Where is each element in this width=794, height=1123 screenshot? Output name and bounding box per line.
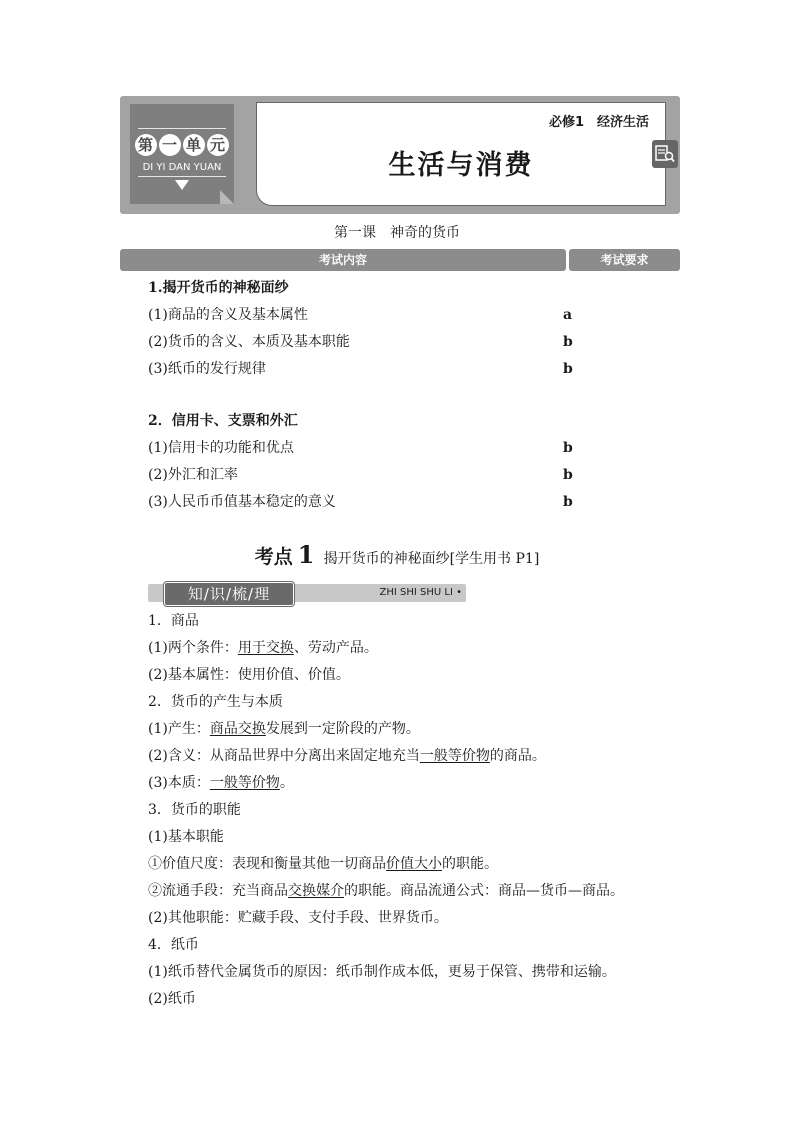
table-row: (3)人民币币值基本稳定的意义 (148, 494, 336, 510)
unit-badge-title: 第 一 单 元 (130, 134, 234, 156)
unit-badge-pinyin: DI YI DAN YUAN (142, 162, 222, 173)
knowledge-section-bar (148, 584, 466, 602)
section-heading: 2．货币的产生与本质 (148, 694, 283, 710)
requirement-value: b (563, 334, 573, 350)
header-exam-content: 考试内容 (120, 249, 566, 271)
unit-banner (120, 96, 680, 214)
body-line: (1)基本职能 (148, 829, 224, 845)
requirement-value: a (563, 307, 573, 323)
underlined-term: 商品交换 (209, 721, 266, 737)
table-row: (2)外汇和汇率 (148, 467, 238, 483)
exam-point-label: 考点 (254, 546, 293, 568)
body-line: (2)基本属性：使用价值、价值。 (148, 667, 350, 683)
exam-point-number: 1 (297, 540, 315, 569)
section-heading: 3．货币的职能 (148, 802, 241, 818)
exam-point-description: 揭开货币的神秘面纱[学生用书 P1] (323, 551, 540, 567)
body-line: ②流通手段：充当商品交换媒介的职能。商品流通公式：商品—货币—商品。 (148, 883, 624, 899)
underlined-term: 用于交换 (237, 640, 294, 656)
exam-point-title (0, 540, 794, 569)
requirement-value: b (563, 361, 573, 377)
section-heading: 4．纸币 (148, 937, 199, 953)
table-row: (1)商品的含义及基本属性 (148, 307, 308, 323)
body-line: (1)两个条件：用于交换、劳动产品。 (148, 640, 378, 656)
page-fold-icon (220, 190, 234, 204)
unit-title-card (256, 102, 666, 206)
unit-badge (130, 104, 234, 204)
body-line: (3)本质：一般等价物。 (148, 775, 294, 791)
requirement-value: b (563, 494, 573, 510)
exam-table-header (120, 249, 680, 271)
body-line: (2)其他职能：贮藏手段、支付手段、世界货币。 (148, 910, 448, 926)
body-line: (1)纸币替代金属货币的原因：纸币制作成本低，更易于保管、携带和运输。 (148, 964, 616, 980)
subject-label: 必修1 经济生活 (548, 115, 649, 130)
body-line: (2)含义：从商品世界中分离出来固定地充当一般等价物的商品。 (148, 748, 546, 764)
knowledge-tag: 知/识/梳/理 (164, 582, 294, 606)
table-row: (2)货币的含义、本质及基本职能 (148, 334, 350, 350)
knowledge-pinyin: ZHI SHI SHU LI • (379, 587, 462, 598)
table-group-title: 2．信用卡、支票和外汇 (148, 413, 298, 429)
table-row: (3)纸币的发行规律 (148, 361, 266, 377)
underlined-term: 一般等价物 (209, 775, 280, 791)
lesson-title: 第一课 神奇的货币 (334, 225, 460, 241)
section-heading: 1．商品 (148, 613, 199, 629)
table-group-title: 1.揭开货币的神秘面纱 (148, 280, 289, 296)
body-line: (1)产生：商品交换发展到一定阶段的产物。 (148, 721, 420, 737)
unit-title: 生活与消费 (388, 150, 534, 181)
underlined-term: 价值大小 (386, 856, 442, 872)
body-line: ①价值尺度：表现和衡量其他一切商品价值大小的职能。 (148, 856, 498, 872)
triangle-down-icon (175, 180, 189, 190)
body-line: (2)纸币 (148, 991, 196, 1007)
requirement-value: b (563, 440, 573, 456)
header-exam-requirement: 考试要求 (569, 249, 680, 271)
requirement-value: b (563, 467, 573, 483)
book-search-icon[interactable] (652, 140, 678, 168)
underlined-term: 一般等价物 (419, 748, 490, 764)
underlined-term: 交换媒介 (288, 883, 344, 899)
table-row: (1)信用卡的功能和优点 (148, 440, 294, 456)
